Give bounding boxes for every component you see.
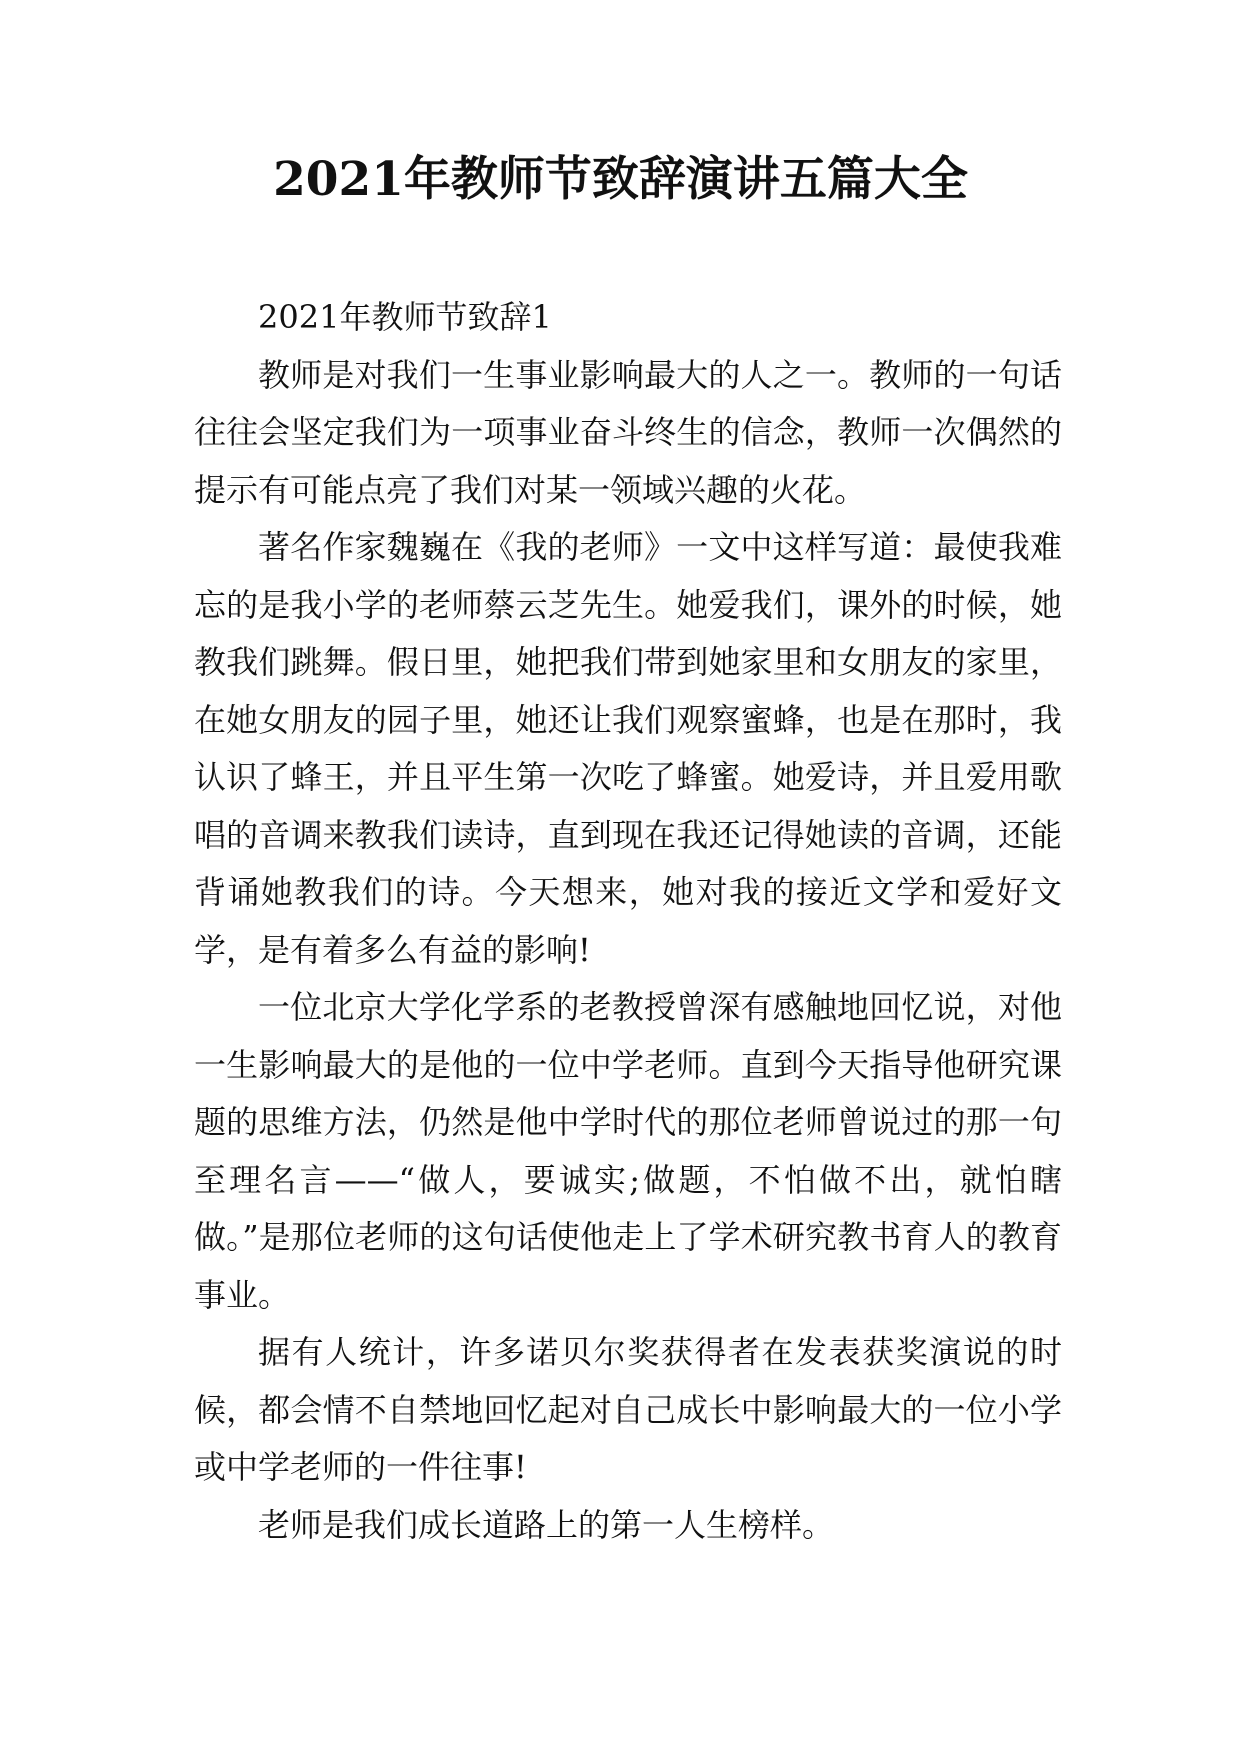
paragraph-2: 著名作家魏巍在《我的老师》一文中这样写道：最使我难忘的是我小学的老师蔡云芝先生。她爱我们，课外的时候，她教我们跳舞。假日里，她把我们带到她家里和女朋友的家里，在她女朋友的园子里，她还让我们观察蜜蜂，也是在那时，我认识了蜂王，并且平生第一次吃了蜂蜜。她爱诗，并且爱用歌唱的音调来教我们读诗，直到现在我还记得她读的音调，还能背诵她教我们的诗。今天想来，她对我的接近文学和爱好文学，是有着多么有益的影响! bbox=[194, 528, 1062, 969]
paragraph-3: 一位北京大学化学系的老教授曾深有感触地回忆说，对他一生影响最大的是他的一位中学老师。直到今天指导他研究课题的思维方法，仍然是他中学时代的那位老师曾说过的那一句至理名言——“做人，要诚实;做题，不怕做不出，就怕瞎做。”是那位老师的这句话使他走上了学术研究教书育人的教育事业。 bbox=[194, 988, 1062, 1314]
section-subheading: 2021年教师节致辞1 bbox=[258, 298, 552, 336]
paragraph-5: 老师是我们成长道路上的第一人生榜样。 bbox=[258, 1505, 835, 1544]
paragraph-1: 教师是对我们一生事业影响最大的人之一。教师的一句话往往会坚定我们为一项事业奋斗终生的信念，教师一次偶然的提示有可能点亮了我们对某一领域兴趣的火花。 bbox=[194, 355, 1062, 509]
document-body bbox=[194, 289, 1062, 1554]
paragraph-4: 据有人统计，许多诺贝尔奖获得者在发表获奖演说的时候，都会情不自禁地回忆起对自己成长中影响最大的一位小学或中学老师的一件往事! bbox=[194, 1333, 1062, 1486]
document-title: 2021年教师节致辞演讲五篇大全 bbox=[273, 152, 968, 207]
